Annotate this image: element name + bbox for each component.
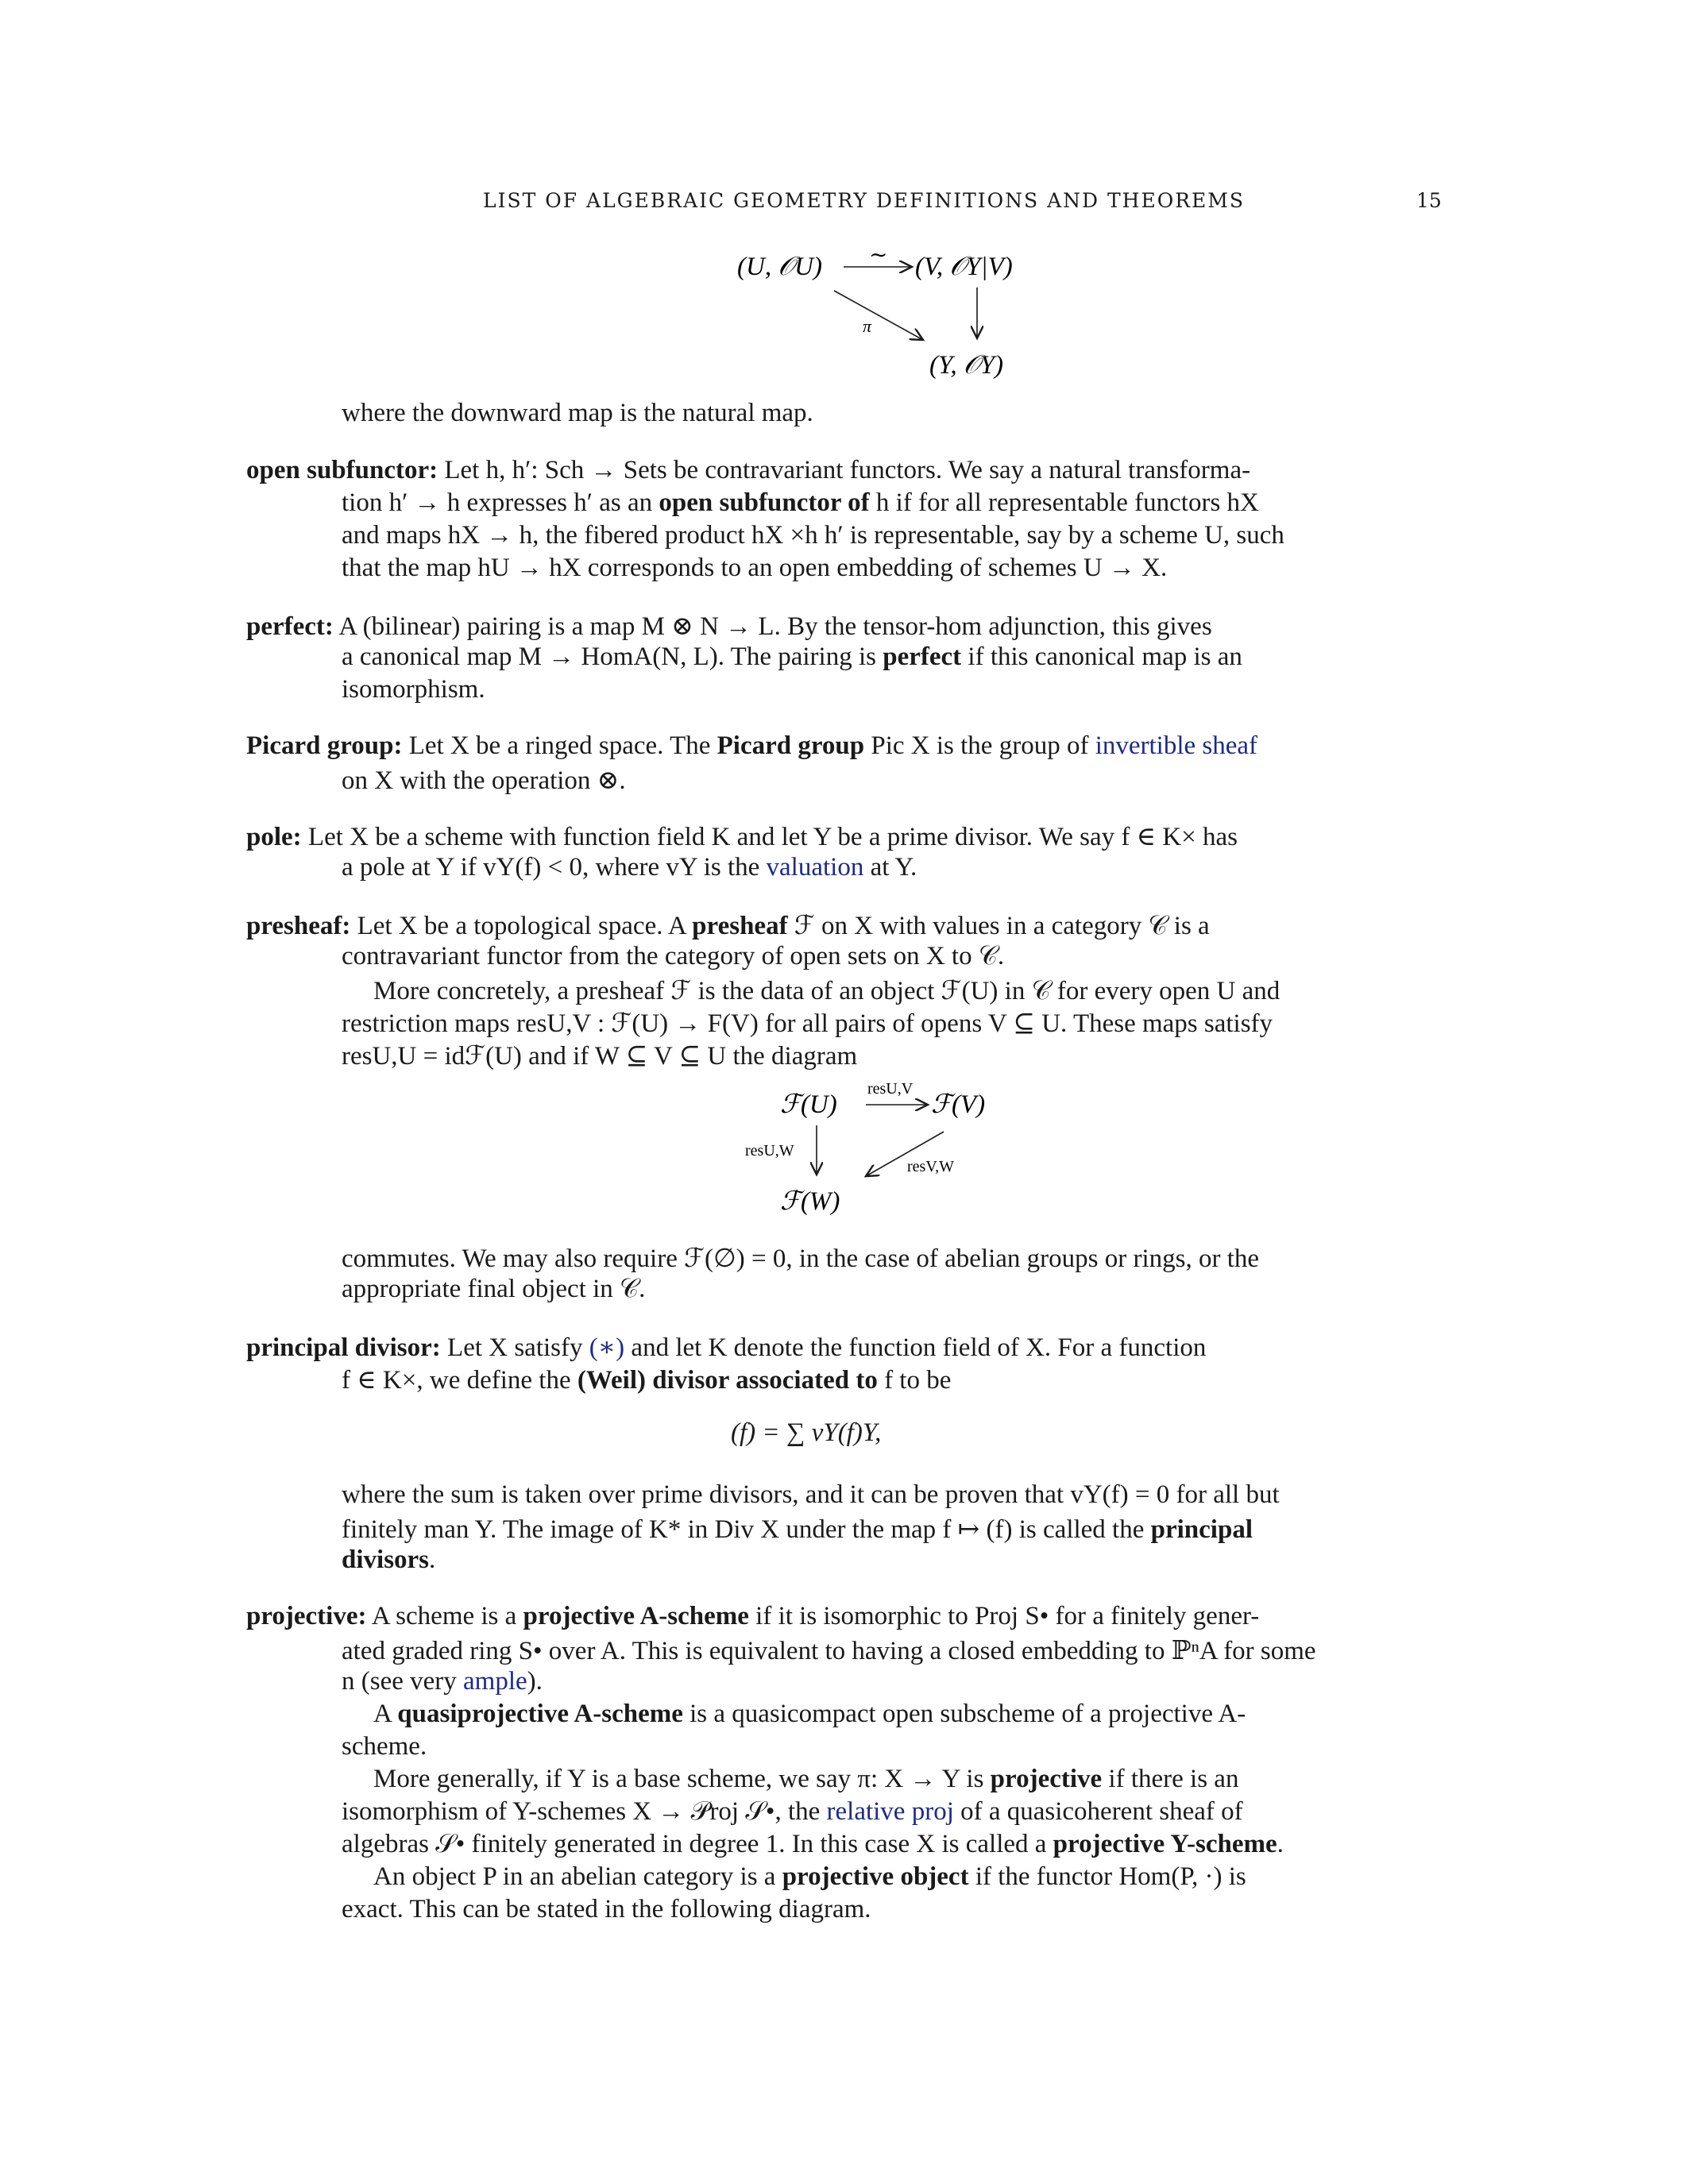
divisor-formula: (f) = ∑ vY(f)Y, xyxy=(731,1418,882,1447)
running-header: LIST OF ALGEBRAIC GEOMETRY DEFINITIONS AND THEOREMS xyxy=(483,189,1246,212)
bold-text: projective Y-scheme xyxy=(1053,1830,1277,1858)
text: if the functor Hom(P, ·) is xyxy=(968,1862,1246,1891)
entry-principal-line1 xyxy=(246,1331,1206,1363)
link-ample[interactable]: ample xyxy=(463,1667,527,1696)
entry-pole-line1 xyxy=(246,820,1238,852)
entry-presheaf-line2: contravariant functor from the category of open sets on X to 𝒞. xyxy=(342,942,1005,970)
entry-projective-line9 xyxy=(373,1862,1246,1892)
entry-principal-line5 xyxy=(342,1545,435,1575)
node-fu: ℱ(U) xyxy=(780,1090,837,1119)
term-presheaf: presheaf: xyxy=(246,912,351,940)
text: Let X satisfy xyxy=(447,1333,589,1362)
text: if this canonical map is an xyxy=(961,642,1242,671)
entry-principal-line2 xyxy=(342,1364,951,1395)
text: More generally, if Y is a base scheme, we say π: X → Y is xyxy=(373,1765,991,1793)
text: and let K denote the function field of X. For a function xyxy=(624,1333,1207,1362)
node-fv: ℱ(V) xyxy=(931,1090,986,1119)
entry-projective-line5: scheme. xyxy=(342,1732,427,1761)
term-picard-group: Picard group: xyxy=(246,731,403,760)
text: f ∈ K×, we define the xyxy=(342,1366,577,1395)
label-res-vw: resV,W xyxy=(907,1158,955,1175)
term-open-subfunctor: open subfunctor: xyxy=(246,456,438,484)
entry-open-subfunctor-line3: and maps hX → h, the fibered product hX ×h h′ is representable, say by a scheme U, such xyxy=(342,521,1284,550)
text: A scheme is a xyxy=(371,1602,523,1630)
pi-arrow xyxy=(834,291,923,340)
entry-principal-line3: where the sum is taken over prime divisors, and it can be proven that vY(f) = 0 for all but xyxy=(342,1480,1280,1509)
entry-presheaf-line1 xyxy=(246,909,1210,941)
entry-projective-line7 xyxy=(342,1797,1243,1827)
page-number: 15 xyxy=(1416,189,1442,212)
entry-open-subfunctor-line4: that the map hU → hX corresponds to an open embedding of schemes U → X. xyxy=(342,554,1168,582)
entry-presheaf-line5: resU,U = idℱ(U) and if W ⊆ V ⊆ U the diagram xyxy=(342,1042,858,1071)
text: ℱ on X with values in a category 𝒞 is a xyxy=(787,912,1210,940)
text: h if for all representable functors hX xyxy=(869,488,1259,517)
text: Pic X is the group of xyxy=(864,731,1095,760)
label-res-uv: resU,V xyxy=(867,1080,914,1098)
text: finitely man Y. The image of K* in Div X under the map f ↦ (f) is called the xyxy=(342,1515,1151,1544)
text: Let X be a topological space. A xyxy=(357,912,693,940)
link-star-condition[interactable]: (∗) xyxy=(589,1333,625,1362)
diagram-target: (V, 𝒪Y|V) xyxy=(915,253,1013,281)
text: a pole at Y if vY(f) < 0, where vY is the xyxy=(342,853,767,882)
term-principal-divisor: principal divisor: xyxy=(246,1333,441,1362)
bold-text: divisors xyxy=(342,1545,430,1574)
text: of a quasicoherent sheaf of xyxy=(953,1797,1243,1826)
link-relative-proj[interactable]: relative proj xyxy=(826,1797,954,1826)
bold-text: projective A-scheme xyxy=(523,1602,749,1630)
text: Let h, h′: Sch → Sets be contravariant functors. We say a natural transforma- xyxy=(444,456,1251,484)
bold-text: projective object xyxy=(782,1862,969,1891)
bold-text: Picard group xyxy=(717,731,865,760)
entry-open-subfunctor-line1 xyxy=(246,456,1250,485)
iso-label: ∼ xyxy=(869,243,888,268)
bold-text: presheaf xyxy=(692,912,788,940)
entry-open-subfunctor-line2 xyxy=(342,488,1259,518)
text: Let X be a scheme with function field K and let Y be a prime divisor. We say f ∈ K× has xyxy=(307,823,1238,851)
text: A (bilinear) pairing is a map M ⊗ N → L. By the tensor-hom adjunction, this gives xyxy=(338,612,1212,641)
entry-projective-line8 xyxy=(342,1830,1284,1859)
diagram-source: (U, 𝒪U) xyxy=(737,253,822,281)
text: tion h′ → h expresses h′ as an xyxy=(342,488,659,517)
entry-principal-line4 xyxy=(342,1513,1253,1545)
bold-text: quasiprojective A-scheme xyxy=(397,1700,683,1728)
entry-projective-line4 xyxy=(373,1700,1246,1729)
entry-projective-line6 xyxy=(373,1765,1238,1794)
text: isomorphism of Y-schemes X → 𝒫roj 𝒮•, the xyxy=(342,1797,827,1826)
diagram-caption: where the downward map is the natural map. xyxy=(342,399,813,427)
entry-presheaf-line3: More concretely, a presheaf ℱ is the data of an object ℱ(U) in 𝒞 for every open U and xyxy=(373,977,1280,1005)
text: . xyxy=(429,1545,436,1574)
entry-projective-line2: ated graded ring S• over A. This is equivalent to having a closed embedding to ℙⁿA for some xyxy=(342,1637,1316,1665)
text: a canonical map M → HomA(N, L). The pairing is xyxy=(342,642,883,671)
pi-label: π xyxy=(863,316,872,336)
bold-text: projective xyxy=(990,1765,1103,1793)
bold-text: principal xyxy=(1150,1515,1253,1544)
bold-text: perfect xyxy=(883,642,962,671)
text: if it is isomorphic to Proj S• for a finitely gener- xyxy=(748,1602,1260,1630)
entry-projective-line3 xyxy=(342,1667,543,1696)
link-invertible-sheaf[interactable]: invertible sheaf xyxy=(1095,731,1258,760)
text: A xyxy=(373,1700,398,1728)
text: n (see very xyxy=(342,1667,464,1696)
text: Let X be a ringed space. The xyxy=(408,731,717,760)
text: is a quasicompact open subscheme of a projective A- xyxy=(682,1700,1246,1728)
node-fw: ℱ(W) xyxy=(780,1187,840,1216)
entry-pole-line2 xyxy=(342,853,917,882)
link-valuation[interactable]: valuation xyxy=(766,853,864,882)
bold-text: (Weil) divisor associated to xyxy=(577,1366,878,1395)
entry-picard-line1 xyxy=(246,731,1257,761)
text: if there is an xyxy=(1102,1765,1239,1793)
text: . xyxy=(1277,1830,1284,1858)
text: ). xyxy=(527,1667,543,1696)
entry-presheaf-line4: restriction maps resU,V : ℱ(U) → F(V) for all pairs of opens V ⊆ U. These maps satisfy xyxy=(342,1009,1273,1038)
entry-picard-line2: on X with the operation ⊗. xyxy=(342,766,626,795)
entry-perfect-line2 xyxy=(342,642,1242,672)
term-projective: projective: xyxy=(246,1602,367,1630)
term-pole: pole: xyxy=(246,823,302,851)
text: An object P in an abelian category is a xyxy=(373,1862,782,1891)
top-diagram xyxy=(715,238,1064,397)
entry-presheaf-line7: appropriate final object in 𝒞. xyxy=(342,1275,646,1303)
text: algebras 𝒮• finitely generated in degree 1. In this case X is called a xyxy=(342,1830,1053,1858)
entry-perfect-line3: isomorphism. xyxy=(342,675,485,704)
diagram-bottom: (Y, 𝒪Y) xyxy=(929,351,1003,380)
presheaf-diagram xyxy=(731,1076,1064,1235)
term-perfect: perfect: xyxy=(246,612,334,641)
label-res-uw: resU,W xyxy=(745,1142,794,1160)
entry-perfect-line1 xyxy=(246,610,1212,642)
bold-text: open subfunctor of xyxy=(659,488,870,517)
text: f to be xyxy=(877,1366,952,1395)
entry-projective-line1 xyxy=(246,1602,1259,1631)
entry-presheaf-line6: commutes. We may also require ℱ(∅) = 0, in the case of abelian groups or rings, or the xyxy=(342,1244,1260,1273)
entry-projective-line10: exact. This can be stated in the following diagram. xyxy=(342,1895,871,1924)
text: at Y. xyxy=(863,853,917,882)
